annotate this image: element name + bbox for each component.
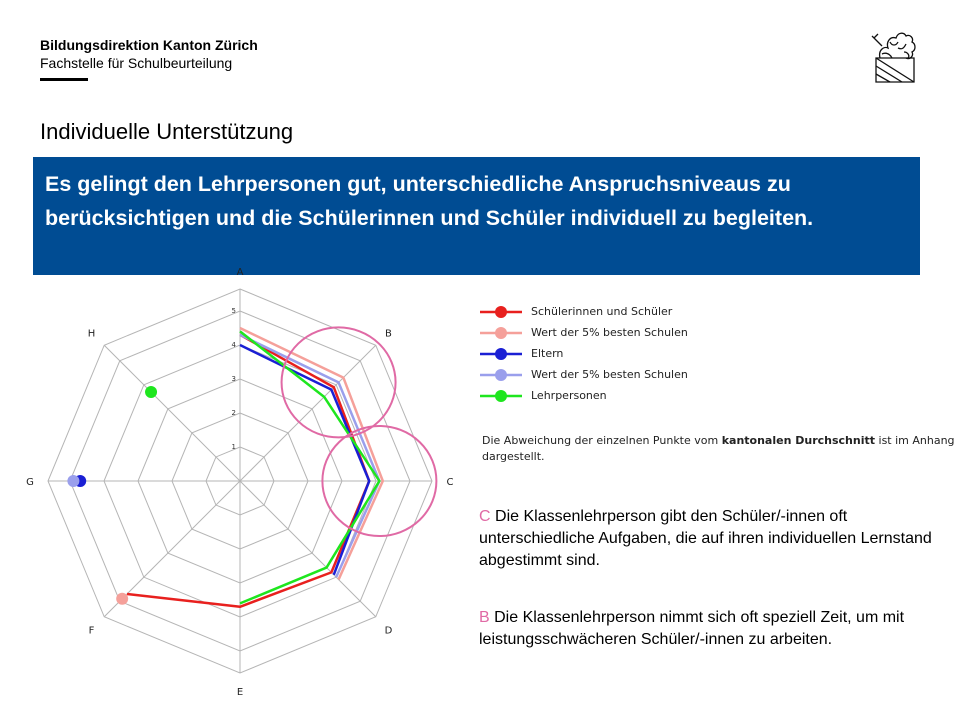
scale-tick-label: 3 [231, 375, 236, 383]
legend-marker [495, 327, 507, 339]
grid-spoke [240, 481, 376, 617]
axis-label: B [385, 328, 392, 340]
series-line [240, 331, 379, 603]
explanation-text: Die Klassenlehrperson gibt den Schüler/-innen oft unterschiedliche Aufgaben, die auf ihren individuellen Lernstand abgestimmt sind. [479, 508, 932, 569]
legend-marker [495, 369, 507, 381]
legend-label: Lehrpersonen [531, 389, 607, 402]
axis-label: E [236, 687, 244, 698]
explanation-c [479, 506, 960, 572]
series-point [145, 386, 157, 398]
scale-tick-label: 2 [231, 409, 236, 417]
legend-label: Wert der 5% besten Schulen [531, 326, 688, 339]
radar-chart [26, 267, 454, 698]
legend-label: Schülerinnen und Schüler [531, 305, 673, 318]
deviation-note [482, 433, 960, 465]
note-text: ist im Anhang dargestellt. [482, 434, 955, 463]
series-point [67, 475, 79, 487]
axis-label: H [87, 328, 96, 340]
series-line [127, 335, 369, 607]
series-line [240, 345, 369, 575]
axis-label: A [236, 267, 244, 278]
grid-spoke [240, 345, 376, 481]
legend-swatch [478, 304, 526, 320]
legend-marker [495, 348, 507, 360]
axis-label: D [384, 625, 393, 637]
organisation-header [40, 36, 258, 72]
legend-marker [495, 306, 507, 318]
grid-spoke [104, 345, 240, 481]
axis-label: C [446, 477, 454, 488]
org-unit: Fachstelle für Schulbeurteilung [40, 55, 233, 71]
scale-tick-label: 1 [231, 443, 236, 451]
explanation-letter: B [479, 609, 490, 626]
explanation-letter: C [479, 508, 491, 525]
legend-swatch [478, 388, 526, 404]
legend-label: Wert der 5% besten Schulen [531, 368, 688, 381]
series-point [116, 593, 128, 605]
org-name: Bildungsdirektion Kanton Zürich [40, 37, 258, 53]
scale-tick-label: 5 [231, 307, 236, 315]
note-emphasis: kantonalen Durchschnitt [721, 434, 876, 447]
scale-tick-label: 4 [231, 341, 236, 349]
axis-label: G [26, 477, 34, 488]
explanation-text: Die Klassenlehrperson nimmt sich oft speziell Zeit, um mit leistungsschwächeren Schüler/-innen zu arbeiten. [479, 609, 905, 648]
legend-marker [495, 390, 507, 402]
section-title: Individuelle Unterstützung [40, 119, 294, 144]
legend-swatch [478, 325, 526, 341]
key-finding-banner [33, 157, 920, 275]
explanation-b [479, 607, 960, 651]
header-rule [40, 78, 88, 81]
legend-label: Eltern [531, 347, 564, 360]
axis-label: F [88, 625, 95, 637]
note-text: Die Abweichung der einzelnen Punkte vom [482, 434, 722, 447]
legend-swatch [478, 367, 526, 383]
legend-swatch [478, 346, 526, 362]
key-finding-text: Es gelingt den Lehrpersonen gut, unterschiedliche Anspruchsniveaus zu berücksichtigen und die Schülerinnen und Schüler individuell zu begleiten. [45, 172, 814, 230]
zurich-lion-crest-icon [868, 28, 922, 89]
